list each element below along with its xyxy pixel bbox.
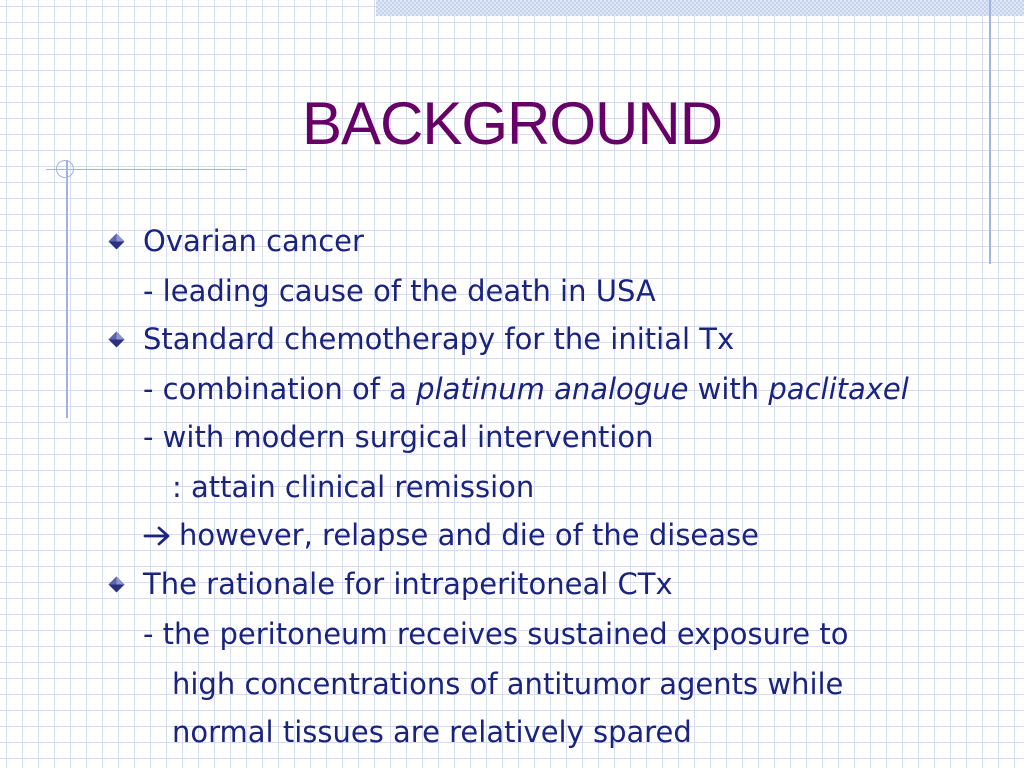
diamond-bullet-icon <box>108 233 125 250</box>
sub-point-peritoneum-line-1: - the peritoneum receives sustained exposure to <box>143 617 849 651</box>
relapse-text: however, relapse and die of the disease <box>179 518 759 552</box>
combination-prefix: - combination of a <box>143 372 417 406</box>
bullet-heading-ovarian-cancer: Ovarian cancer <box>143 224 364 258</box>
slide-title: BACKGROUND <box>301 90 723 157</box>
title-underline-ornament <box>46 169 246 170</box>
bullet-heading-standard-chemotherapy: Standard chemotherapy for the initial Tx <box>143 322 735 356</box>
diamond-bullet-icon <box>108 331 125 348</box>
sub-point-peritoneum-line-3: normal tissues are relatively spared <box>172 715 692 749</box>
diamond-bullet-icon <box>108 576 125 593</box>
drug-paclitaxel: paclitaxel <box>768 372 909 406</box>
top-decorative-band <box>376 0 1024 16</box>
combination-mid: with <box>688 372 769 406</box>
sub-point-clinical-remission: : attain clinical remission <box>172 470 535 504</box>
drug-platinum-analogue: platinum analogue <box>416 372 689 406</box>
sub-point-combination <box>143 371 909 407</box>
sub-point-peritoneum-line-2: high concentrations of antitumor agents while <box>172 667 844 701</box>
sub-point-leading-cause: - leading cause of the death in USA <box>143 274 656 308</box>
left-decorative-line <box>66 160 68 418</box>
right-arrow-icon <box>143 525 173 547</box>
sub-point-surgical-intervention: - with modern surgical intervention <box>143 420 654 454</box>
sub-point-relapse <box>143 517 759 553</box>
circle-ornament-icon <box>56 160 74 178</box>
bullet-heading-intraperitoneal-rationale: The rationale for intraperitoneal CTx <box>143 567 673 601</box>
